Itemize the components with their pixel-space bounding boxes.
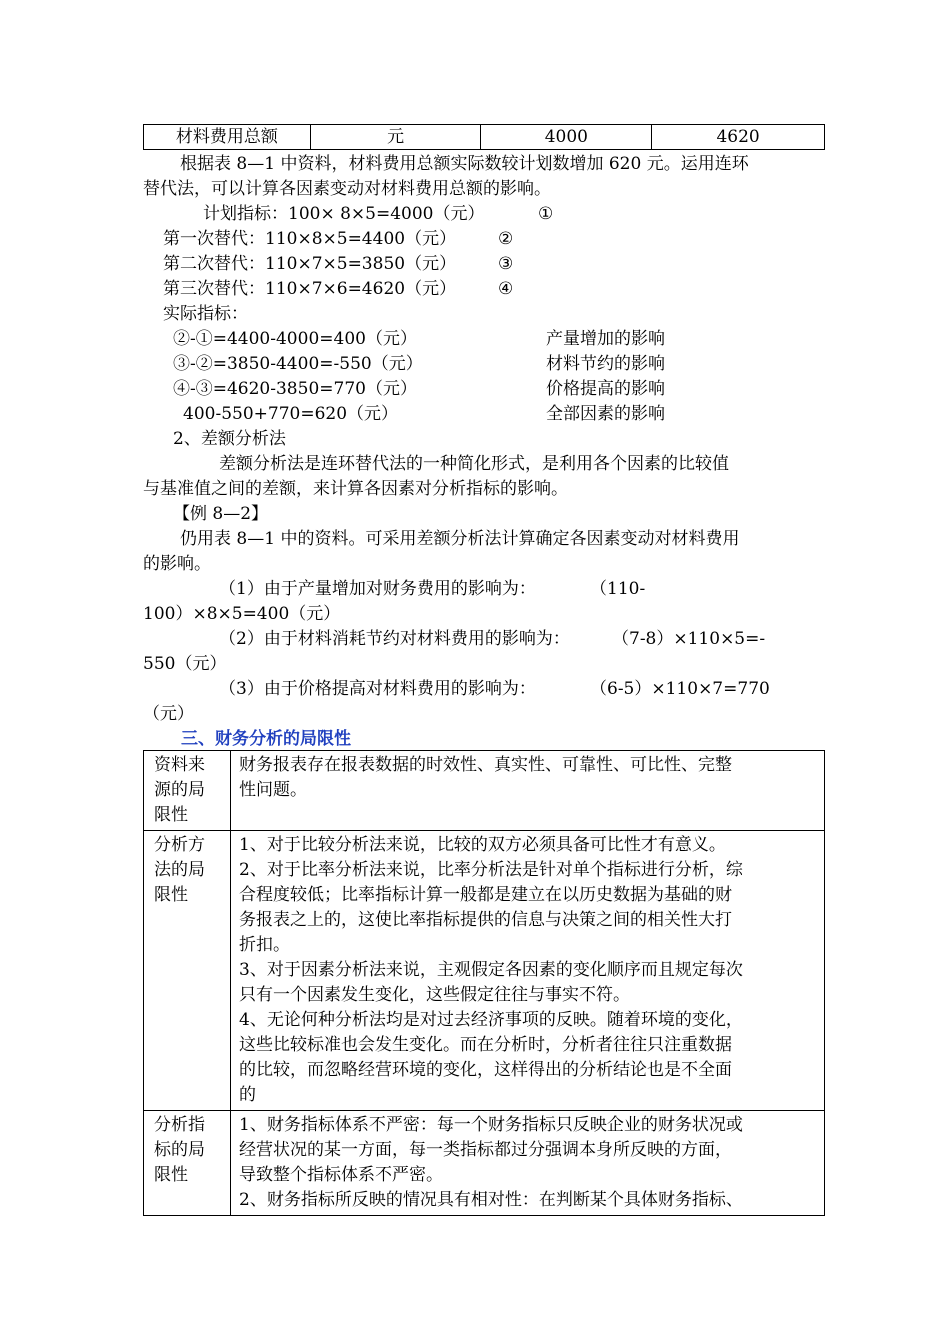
content-line: 3、对于因素分析法来说，主观假定各因素的变化顺序而且规定每次 [239, 960, 743, 980]
label-line: 限性 [154, 1165, 188, 1185]
example-label: 【例 8—2】 [173, 504, 269, 524]
table-row [144, 751, 825, 831]
row-content [231, 831, 825, 1111]
calc-number: ④ [498, 279, 514, 299]
content-line: 1、财务指标体系不严密：每一个财务指标只反映企业的财务状况或 [239, 1115, 743, 1135]
label-line: 限性 [154, 805, 188, 825]
paragraph-line: 的影响。 [143, 554, 211, 574]
diff-effect: 全部因素的影响 [546, 404, 665, 424]
calc-line: （7-8）×110×5=- [612, 629, 766, 649]
content-line: 的比较，而忽略经营环境的变化，这样得出的分析结论也是不全面 [239, 1060, 732, 1080]
content-line: 1、对于比较分析法来说，比较的双方必须具备可比性才有意义。 [239, 835, 726, 855]
diff-effect: 产量增加的影响 [546, 329, 665, 349]
content-line: 导致整个指标体系不严密。 [239, 1165, 443, 1185]
row-content [231, 751, 825, 831]
content-line: 性问题。 [239, 780, 307, 800]
paragraph-line: 替代法，可以计算各因素变动对材料费用总额的影响。 [143, 179, 551, 199]
calc-line: （6-5）×110×7=770 [590, 679, 770, 699]
diff-effect: 价格提高的影响 [546, 379, 665, 399]
content-line: 合程度较低；比率指标计算一般都是建立在以历史数据为基础的财 [239, 885, 732, 905]
diff-line: ④-③=4620-3850=770（元） [173, 379, 417, 399]
table-row [144, 125, 825, 150]
calc-line: 第一次替代：110×8×5=4400（元） [163, 229, 457, 249]
content-line: 折扣。 [239, 935, 290, 955]
calc-line: （1）由于产量增加对财务费用的影响为： [219, 579, 536, 599]
content-line: 4、无论何种分析法均是对过去经济事项的反映。随着环境的变化， [239, 1010, 743, 1030]
diff-line: 400-550+770=620（元） [183, 404, 399, 424]
table-cell: 材料费用总额 [144, 125, 311, 150]
calc-line: （110- [590, 579, 646, 599]
calc-line: 第二次替代：110×7×5=3850（元） [163, 254, 457, 274]
paragraph-line: 仍用表 8—1 中的资料。可采用差额分析法计算确定各因素变动对材料费用 [180, 529, 740, 549]
row-label [144, 751, 231, 831]
label-line: 限性 [154, 885, 188, 905]
content-line: 务报表之上的，这使比率指标提供的信息与决策之间的相关性大打 [239, 910, 732, 930]
label-line: 分析指 [154, 1115, 205, 1135]
label-line: 标的局 [154, 1140, 205, 1160]
limitations-table [143, 750, 825, 1216]
table-row [144, 831, 825, 1111]
content-line: 的 [239, 1085, 256, 1105]
diff-line: ②-①=4400-4000=400（元） [173, 329, 417, 349]
material-cost-table [143, 124, 825, 150]
label-line: 源的局 [154, 780, 205, 800]
content-line: 2、对于比率分析法来说，比率分析法是针对单个指标进行分析，综 [239, 860, 743, 880]
row-label [144, 1111, 231, 1216]
paragraph-line: 差额分析法是连环替代法的一种简化形式，是利用各个因素的比较值 [219, 454, 729, 474]
calc-line: 计划指标：100× 8×5=4000（元） [203, 204, 485, 224]
label-line: 法的局 [154, 860, 205, 880]
section-heading: 2、差额分析法 [173, 429, 286, 449]
label-line: 分析方 [154, 835, 205, 855]
label-line: 资料来 [154, 755, 205, 775]
calc-number: ② [498, 229, 514, 249]
calc-line: 100）×8×5=400（元） [143, 604, 341, 624]
content-line: 这些比较标准也会发生变化。而在分析时，分析者往往只注重数据 [239, 1035, 732, 1055]
paragraph-line: 根据表 8—1 中资料，材料费用总额实际数较计划数增加 620 元。运用连环 [180, 154, 749, 174]
calc-line: 实际指标： [163, 304, 248, 324]
section-heading: 三、财务分析的局限性 [181, 729, 351, 749]
diff-effect: 材料节约的影响 [546, 354, 665, 374]
content-line: 经营状况的某一方面，每一类指标都过分强调本身所反映的方面， [239, 1140, 732, 1160]
paragraph-line: 与基准值之间的差额，来计算各因素对分析指标的影响。 [143, 479, 568, 499]
calc-line: 第三次替代：110×7×6=4620（元） [163, 279, 457, 299]
content-line: 只有一个因素发生变化，这些假定往往与事实不符。 [239, 985, 630, 1005]
content-line: 财务报表存在报表数据的时效性、真实性、可靠性、可比性、完整 [239, 755, 732, 775]
calc-number: ③ [498, 254, 514, 274]
calc-line: （2）由于材料消耗节约对材料费用的影响为： [219, 629, 570, 649]
calc-number: ① [538, 204, 554, 224]
calc-line: （元） [143, 704, 194, 724]
row-label [144, 831, 231, 1111]
diff-line: ③-②=3850-4400=-550（元） [173, 354, 423, 374]
table-row [144, 1111, 825, 1216]
table-cell: 元 [310, 125, 481, 150]
row-content [231, 1111, 825, 1216]
content-line: 2、财务指标所反映的情况具有相对性：在判断某个具体财务指标、 [239, 1190, 743, 1210]
table-cell: 4620 [652, 125, 825, 150]
calc-line: 550（元） [143, 654, 227, 674]
table-cell: 4000 [481, 125, 652, 150]
calc-line: （3）由于价格提高对材料费用的影响为： [219, 679, 536, 699]
